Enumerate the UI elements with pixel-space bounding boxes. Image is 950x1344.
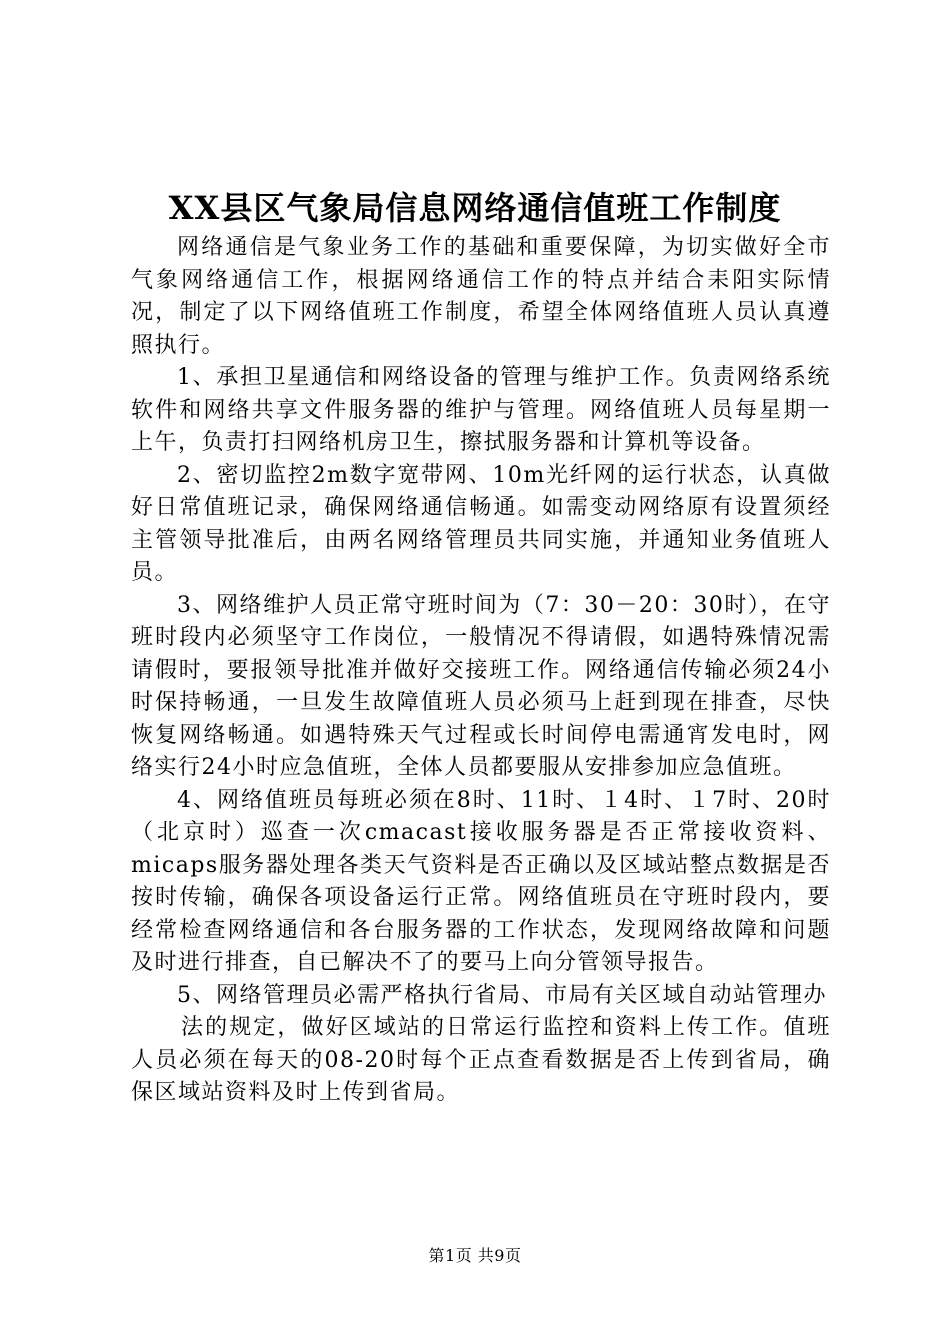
rule-paragraph-1: 1、承担卫星通信和网络设备的管理与维护工作。负责网络系统软件和网络共享文件服务器的维护与管理。网络值班人员每星期一上午，负责打扫网络机房卫生，擦拭服务器和计算机等设备。 — [131, 365, 831, 455]
document-title: XX县区气象局信息网络通信值班工作制度 — [168, 189, 782, 227]
rule-paragraph-4: 4、网络值班员每班必须在8时、11时、１4时、１7时、20时（北京时）巡查一次cmacast接收服务器是否正常接收资料、micaps服务器处理各类天气资料是否正确以及区域站整点数据是否按时传输，确保各项设备运行正常。网络值班员在守班时段内，要经常检查网络通信和各台服务器的工作状态，发现网络故障和问题及时进行排查，自已解决不了的要马上向分管领导报告。 — [131, 787, 831, 975]
rule-paragraph-3: 3、网络维护人员正常守班时间为（7：30－20：30时），在守班时段内必须坚守工作岗位，一般情况不得请假，如遇特殊情况需请假时，要报领导批准并做好交接班工作。网络通信传输必须24小时保持畅通，一旦发生故障值班人员必须马上赶到现在排查，尽快恢复网络畅通。如遇特殊天气过程或长时间停电需通宵发电时，网络实行24小时应急值班，全体人员都要服从安排参加应急值班。 — [131, 592, 831, 780]
intro-paragraph: 网络通信是气象业务工作的基础和重要保障，为切实做好全市气象网络通信工作，根据网络通信工作的特点并结合耒阳实际情况，制定了以下网络值班工作制度，希望全体网络值班人员认真遵照执行。 — [131, 235, 831, 358]
rule-paragraph-5-continued: 法的规定，做好区域站的日常运行监控和资料上传工作。值班人员必须在每天的08-20时每个正点查看数据是否上传到省局，确保区域站资料及时上传到省局。 — [131, 1015, 831, 1105]
rule-paragraph-2: 2、密切监控2m数字宽带网、10m光纤网的运行状态，认真做好日常值班记录，确保网络通信畅通。如需变动网络原有设置须经主管领导批准后，由两名网络管理员共同实施，并通知业务值班人员。 — [131, 462, 831, 585]
page-number-footer: 第1页 共9页 — [428, 1246, 522, 1265]
rule-paragraph-5: 5、网络管理员必需严格执行省局、市局有关区域自动站管理办 — [177, 982, 827, 1008]
document-body — [131, 232, 831, 1110]
